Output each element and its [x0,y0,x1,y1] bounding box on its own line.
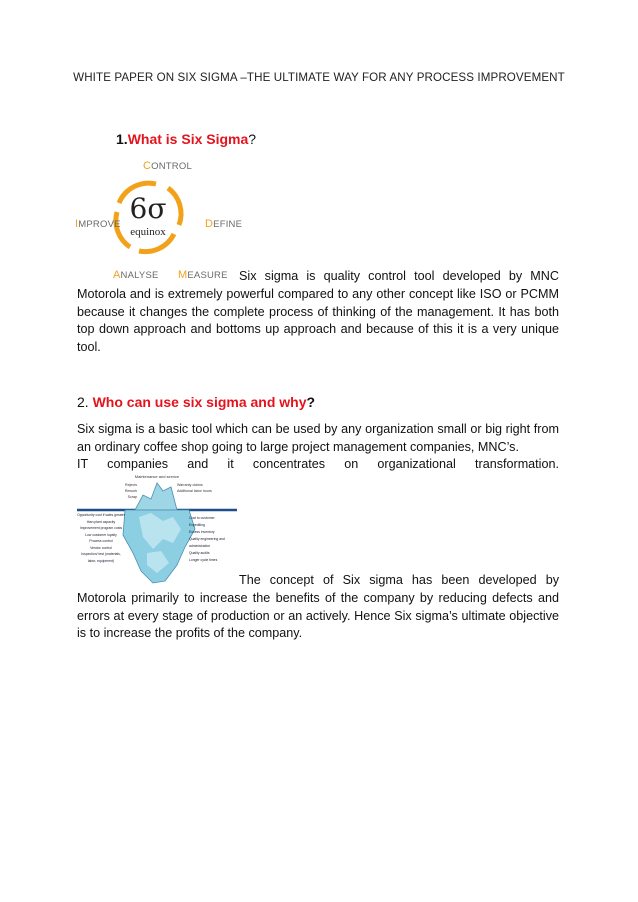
label-analyse: ANALYSE [113,269,159,281]
iceberg-below-right: Cost to customer Expediting Excess inventory Quality engineering and administration Quality audits Longer cycle times [189,516,225,562]
section-2-number: 2. [77,394,89,410]
page-header: WHITE PAPER ON SIX SIGMA –THE ULTIMATE WAY FOR ANY PROCESS IMPROVEMENT [73,71,565,84]
iceberg-cost-diagram [77,473,237,588]
section-1-heading [116,131,256,147]
iceberg-below-left: Opportunity cost if sales greater than plant capacity Improvement program costs Low customer loyalty Process control Vendor control Inspection/ test (materials, labor, equipment) [77,513,125,563]
section-2-line-1: Six sigma is a basic tool which can be used by any organization small or big right from an ordinary coffee shop going to large project management companies, MNC’s. [77,422,559,454]
label-improve: IMPROVE [75,218,121,230]
section-1-number: 1. [116,131,128,147]
section-2-title: Who can use six sigma and why [92,394,307,410]
iceberg-above-right: Warranty claims Additional labor hours [177,483,212,493]
section-2-punct: ? [306,394,316,410]
equinox-brand: equinox [130,226,166,238]
iceberg-top-label: Maintenance and service [134,474,180,479]
section-1-punct: ? [248,131,257,147]
section-1-paragraph: Motorola and is extremely powerful compared to any other concept like ISO or PCMM because it changes the complete process of thinking of the management. It has both top down approach and bottoms up approach and because of this it is a very unique tool. [77,287,559,354]
section-1-title: What is Six Sigma [127,131,249,147]
section-2-line-2: IT companies and it concentrates on organizational transformation. [77,457,559,471]
sigma-symbol: 6σ [129,192,167,225]
section-2-paragraph-2-first-line: The concept of Six sigma has been developed by [239,573,559,587]
label-measure: MEASURE [178,269,228,281]
label-define: DEFINE [205,218,243,230]
six-sigma-cycle-logo [68,150,243,281]
section-2-heading [77,394,315,410]
section-2-paragraph [77,421,559,474]
iceberg-above-left: Rejects Rework Scrap [124,483,137,499]
section-2-paragraph-2: Motorola primarily to increase the benefits of the company by reducing defects and errors at every stage of production or an actively. Hence Six sigma’s ultimate objective is to increase the profits of the company. [77,591,559,640]
label-control: CONTROL [143,160,192,172]
section-1-paragraph-first-line: Six sigma is quality control tool developed by MNC [239,269,559,283]
